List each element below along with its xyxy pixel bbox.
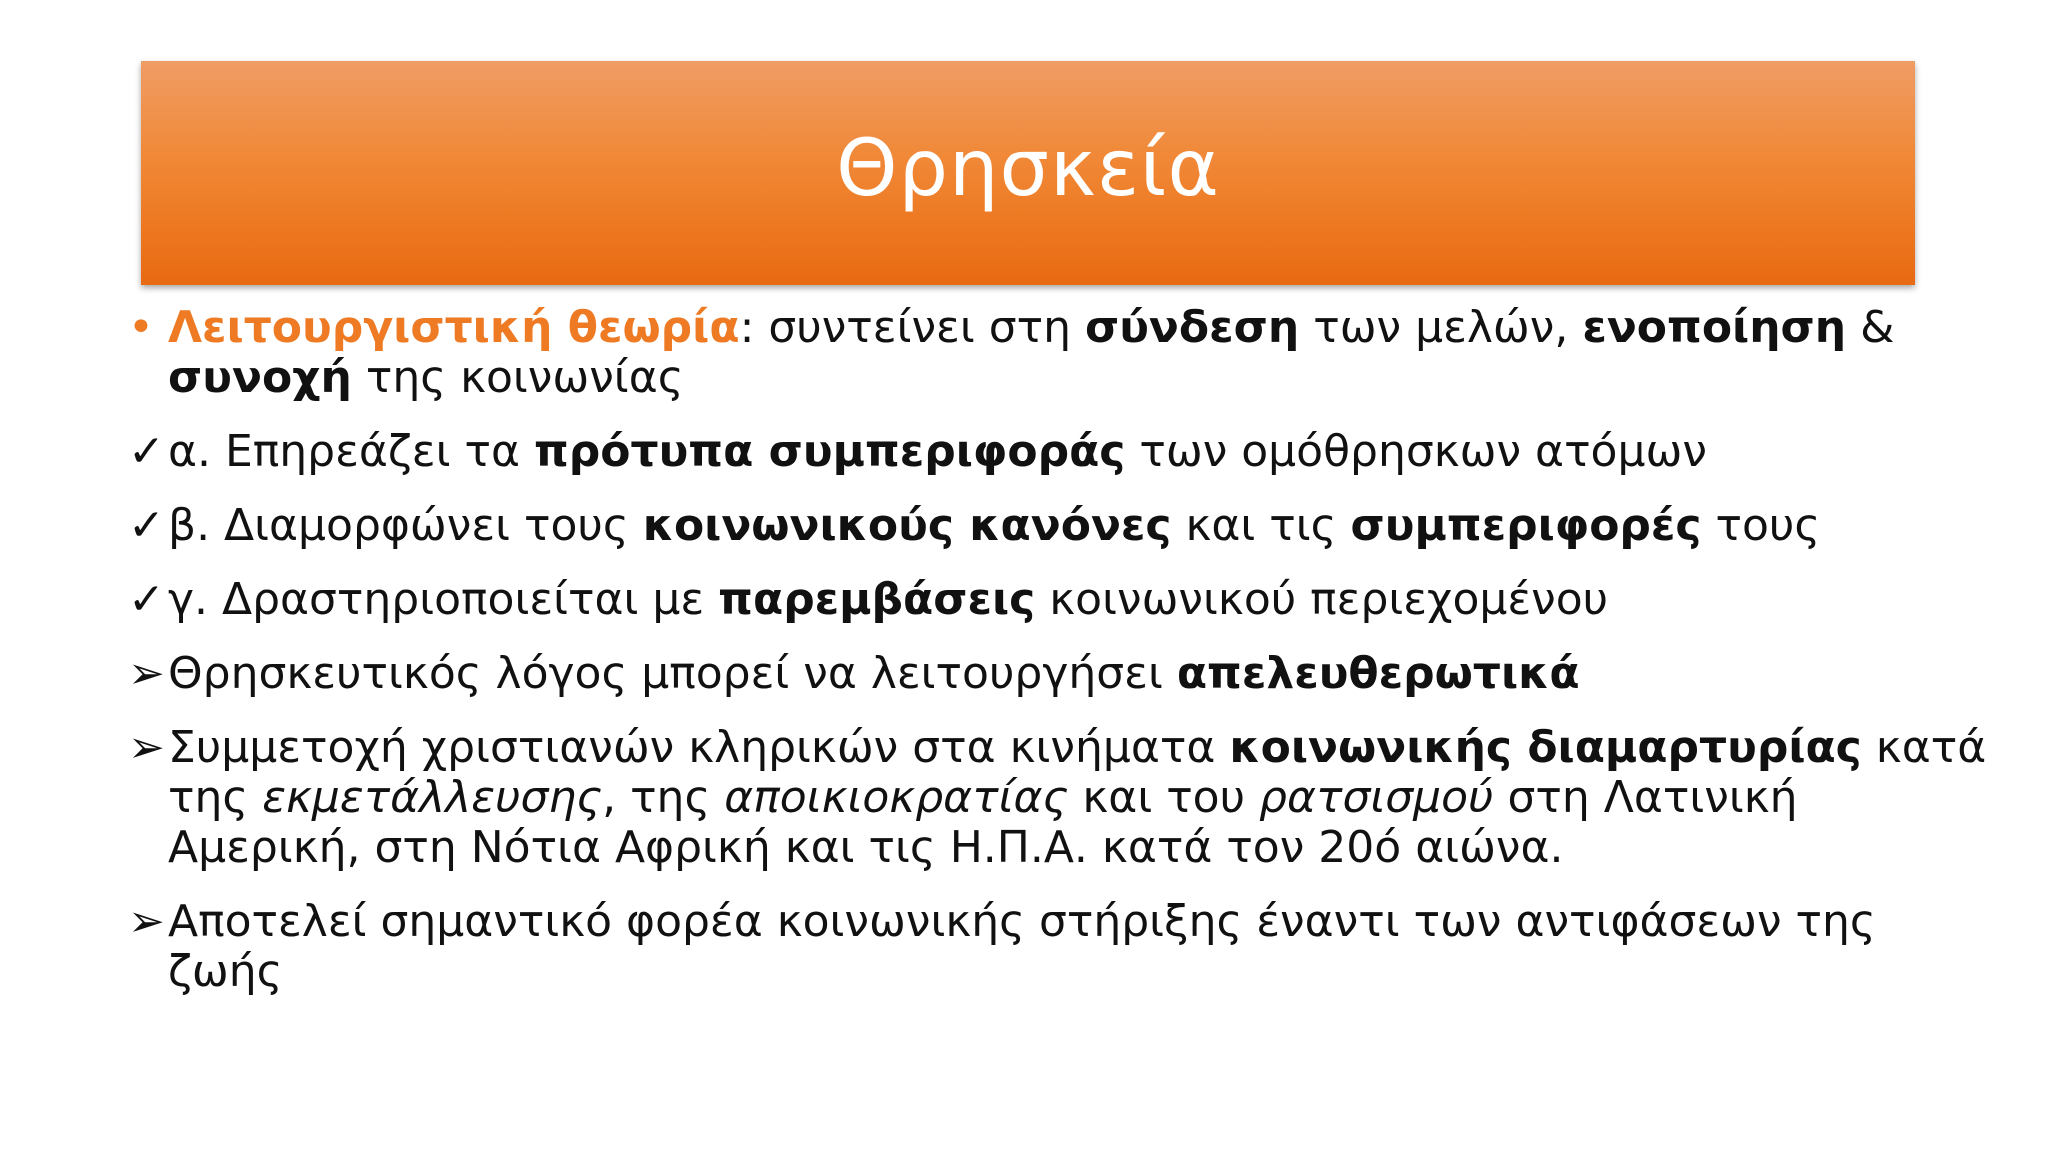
- title-banner: [141, 61, 1915, 285]
- arrow-bullet-icon: ➢: [128, 896, 165, 947]
- check-item-a: [128, 427, 1988, 477]
- item-text: Θρησκευτικός λόγος μπορεί να λειτουργήσει απελευθερωτικά: [168, 648, 1580, 699]
- term-functionalist-theory: Λειτουργιστική θεωρία: [168, 302, 740, 353]
- item-text: γ. Δραστηριοποιείται με παρεμβάσεις κοινωνικού περιεχομένου: [168, 574, 1609, 625]
- checkmark-icon: ✓: [128, 500, 165, 551]
- check-item-c: [128, 575, 1988, 625]
- bullet-functionalist-theory: [128, 303, 1988, 403]
- checkmark-icon: ✓: [128, 426, 165, 477]
- arrow-item-liberating: [128, 649, 1988, 699]
- slide-title: Θρησκεία: [836, 124, 1220, 214]
- arrow-item-clergy-participation: [128, 723, 1988, 873]
- check-item-b: [128, 501, 1988, 551]
- item-text: Λειτουργιστική θεωρία: συντείνει στη σύνδεση των μελών, ενοποίηση & συνοχή της κοινωνίας: [168, 302, 1895, 403]
- item-text: α. Επηρεάζει τα πρότυπα συμπεριφοράς των ομόθρησκων ατόμων: [168, 426, 1707, 477]
- checkmark-icon: ✓: [128, 574, 165, 625]
- bullet-dot-icon: •: [128, 302, 154, 353]
- arrow-bullet-icon: ➢: [128, 722, 165, 773]
- item-text: Συμμετοχή χριστιανών κληρικών στα κινήματα κοινωνικής διαμαρτυρίας κατά της εκμετάλλευσης, της αποικιοκρατίας και του ρατσισμού στη Λατινική Αμερική, στη Νότια Αφρική και τις Η.Π.Α. κατά τον 20ό αιώνα.: [168, 722, 1987, 873]
- slide-content: [128, 303, 1988, 1021]
- item-text: β. Διαμορφώνει τους κοινωνικούς κανόνες και τις συμπεριφορές τους: [168, 500, 1821, 551]
- arrow-bullet-icon: ➢: [128, 648, 165, 699]
- arrow-item-social-support: [128, 897, 1988, 997]
- item-text: Αποτελεί σημαντικό φορέα κοινωνικής στήριξης έναντι των αντιφάσεων της ζωής: [168, 896, 1876, 997]
